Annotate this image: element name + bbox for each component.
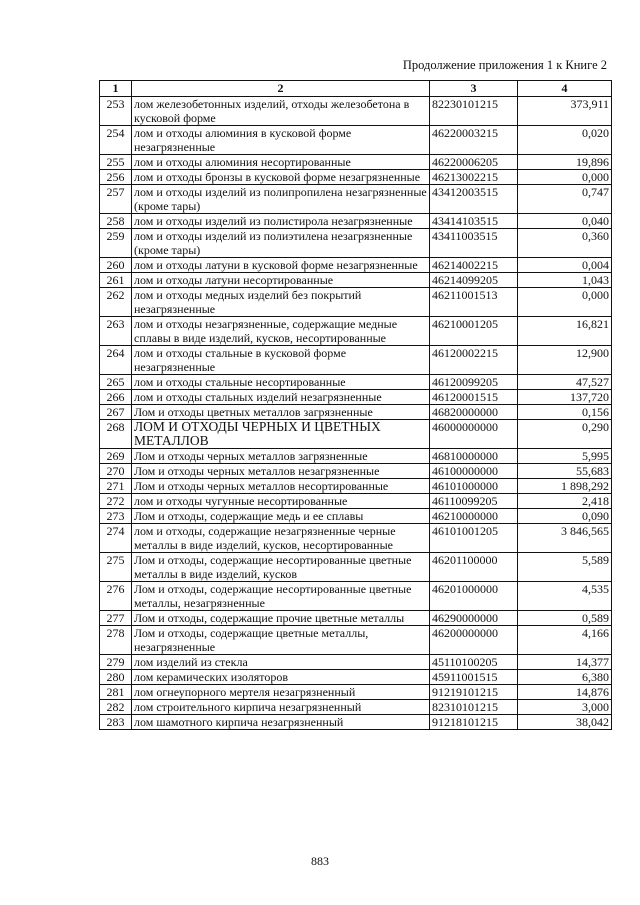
- waste-name: лом строительного кирпича незагрязненный: [132, 700, 430, 715]
- table-row: [100, 464, 612, 479]
- table-row: [100, 494, 612, 509]
- waste-code: 43412003515: [430, 185, 518, 214]
- waste-amount: 0,360: [518, 229, 612, 258]
- table-row: [100, 214, 612, 229]
- column-header-1: 1: [100, 81, 132, 97]
- waste-name: лом и отходы стальные в кусковой форме незагрязненные: [132, 346, 430, 375]
- waste-name: лом и отходы незагрязненные, содержащие медные сплавы в виде изделий, кусков, несортированные: [132, 317, 430, 346]
- page-number: 883: [311, 854, 329, 868]
- waste-name: лом и отходы чугунные несортированные: [132, 494, 430, 509]
- waste-amount: 0,090: [518, 509, 612, 524]
- waste-amount: 2,418: [518, 494, 612, 509]
- row-number: 265: [100, 375, 132, 390]
- waste-name: лом и отходы изделий из полистирола незагрязненные: [132, 214, 430, 229]
- row-number: 266: [100, 390, 132, 405]
- row-number: 260: [100, 258, 132, 273]
- row-number: 270: [100, 464, 132, 479]
- waste-code: 46220003215: [430, 126, 518, 155]
- waste-amount: 373,911: [518, 97, 612, 126]
- row-number: 254: [100, 126, 132, 155]
- waste-code: 82310101215: [430, 700, 518, 715]
- waste-code: 91218101215: [430, 715, 518, 730]
- waste-name: Лом и отходы, содержащие цветные металлы, незагрязненные: [132, 626, 430, 655]
- waste-name: лом и отходы медных изделий без покрытий незагрязненные: [132, 288, 430, 317]
- table-row: [100, 420, 612, 449]
- column-header-3: 3: [430, 81, 518, 97]
- waste-amount: 12,900: [518, 346, 612, 375]
- waste-amount: 0,040: [518, 214, 612, 229]
- waste-code: 43411003515: [430, 229, 518, 258]
- waste-name: лом изделий из стекла: [132, 655, 430, 670]
- waste-amount: 0,020: [518, 126, 612, 155]
- row-number: 257: [100, 185, 132, 214]
- waste-code: 46810000000: [430, 449, 518, 464]
- table-row: [100, 685, 612, 700]
- waste-code: 46120099205: [430, 375, 518, 390]
- waste-amount: 6,380: [518, 670, 612, 685]
- waste-amount: 5,995: [518, 449, 612, 464]
- row-number: 271: [100, 479, 132, 494]
- table-row: [100, 317, 612, 346]
- table-header-row: [100, 81, 612, 97]
- waste-code: 91219101215: [430, 685, 518, 700]
- waste-code: 46101001205: [430, 524, 518, 553]
- row-number: 281: [100, 685, 132, 700]
- table-row: [100, 405, 612, 420]
- waste-code: 46100000000: [430, 464, 518, 479]
- waste-amount: 1,043: [518, 273, 612, 288]
- waste-amount: 3,000: [518, 700, 612, 715]
- row-number: 274: [100, 524, 132, 553]
- table-row: [100, 700, 612, 715]
- table-row: [100, 449, 612, 464]
- row-number: 262: [100, 288, 132, 317]
- table-body: [100, 97, 612, 730]
- row-number: 258: [100, 214, 132, 229]
- waste-name: Лом и отходы черных металлов незагрязненные: [132, 464, 430, 479]
- row-number: 255: [100, 155, 132, 170]
- waste-amount: 0,004: [518, 258, 612, 273]
- waste-code: 46214099205: [430, 273, 518, 288]
- row-number: 268: [100, 420, 132, 449]
- row-number: 279: [100, 655, 132, 670]
- table-row: [100, 524, 612, 553]
- waste-name: лом и отходы алюминия несортированные: [132, 155, 430, 170]
- waste-code: 46200000000: [430, 626, 518, 655]
- waste-name: лом керамических изоляторов: [132, 670, 430, 685]
- table-row: [100, 553, 612, 582]
- waste-name: лом и отходы изделий из полипропилена незагрязненные (кроме тары): [132, 185, 430, 214]
- waste-name: ЛОМ И ОТХОДЫ ЧЕРНЫХ И ЦВЕТНЫХ МЕТАЛЛОВ: [132, 420, 430, 449]
- waste-name: лом и отходы латуни в кусковой форме незагрязненные: [132, 258, 430, 273]
- row-number: 280: [100, 670, 132, 685]
- waste-amount: 5,589: [518, 553, 612, 582]
- waste-code: 46220006205: [430, 155, 518, 170]
- table-row: [100, 170, 612, 185]
- waste-code: 46290000000: [430, 611, 518, 626]
- waste-amount: 4,535: [518, 582, 612, 611]
- row-number: 273: [100, 509, 132, 524]
- row-number: 276: [100, 582, 132, 611]
- table-row: [100, 185, 612, 214]
- row-number: 256: [100, 170, 132, 185]
- waste-name: Лом и отходы, содержащие медь и ее сплавы: [132, 509, 430, 524]
- waste-amount: 19,896: [518, 155, 612, 170]
- waste-amount: 1 898,292: [518, 479, 612, 494]
- waste-amount: 4,166: [518, 626, 612, 655]
- waste-name: лом огнеупорного мертеля незагрязненный: [132, 685, 430, 700]
- waste-code: 46214002215: [430, 258, 518, 273]
- row-number: 275: [100, 553, 132, 582]
- waste-amount: 0,589: [518, 611, 612, 626]
- row-number: 282: [100, 700, 132, 715]
- column-header-2: 2: [132, 81, 430, 97]
- table-row: [100, 375, 612, 390]
- waste-code: 45110100205: [430, 655, 518, 670]
- row-number: 283: [100, 715, 132, 730]
- waste-amount: 55,683: [518, 464, 612, 479]
- waste-code: 46120001515: [430, 390, 518, 405]
- waste-amount: 3 846,565: [518, 524, 612, 553]
- waste-code: 46210000000: [430, 509, 518, 524]
- waste-code: 46211001513: [430, 288, 518, 317]
- waste-amount: 38,042: [518, 715, 612, 730]
- waste-name: лом и отходы, содержащие незагрязненные черные металлы в виде изделий, кусков, несортированные: [132, 524, 430, 553]
- row-number: 263: [100, 317, 132, 346]
- row-number: 278: [100, 626, 132, 655]
- waste-code: 46201100000: [430, 553, 518, 582]
- table-row: [100, 670, 612, 685]
- table-row: [100, 715, 612, 730]
- waste-code: 43414103515: [430, 214, 518, 229]
- table-row: [100, 229, 612, 258]
- table-row: [100, 126, 612, 155]
- waste-amount: 16,821: [518, 317, 612, 346]
- table-row: [100, 288, 612, 317]
- waste-name: Лом и отходы, содержащие несортированные цветные металлы, незагрязненные: [132, 582, 430, 611]
- waste-code: 46101000000: [430, 479, 518, 494]
- waste-name: лом шамотного кирпича незагрязненный: [132, 715, 430, 730]
- column-header-4: 4: [518, 81, 612, 97]
- waste-amount: 14,377: [518, 655, 612, 670]
- waste-name: лом и отходы стальные несортированные: [132, 375, 430, 390]
- row-number: 267: [100, 405, 132, 420]
- waste-code: 46000000000: [430, 420, 518, 449]
- waste-amount: 137,720: [518, 390, 612, 405]
- waste-amount: 14,876: [518, 685, 612, 700]
- row-number: 264: [100, 346, 132, 375]
- table-row: [100, 258, 612, 273]
- table-row: [100, 582, 612, 611]
- row-number: 277: [100, 611, 132, 626]
- waste-name: Лом и отходы, содержащие несортированные цветные металлы в виде изделий, кусков: [132, 553, 430, 582]
- waste-name: Лом и отходы, содержащие прочие цветные металлы: [132, 611, 430, 626]
- waste-name: лом и отходы стальных изделий незагрязненные: [132, 390, 430, 405]
- waste-name: Лом и отходы цветных металлов загрязненные: [132, 405, 430, 420]
- waste-name: лом и отходы бронзы в кусковой форме незагрязненные: [132, 170, 430, 185]
- waste-name: Лом и отходы черных металлов загрязненные: [132, 449, 430, 464]
- waste-name: лом и отходы алюминия в кусковой форме незагрязненные: [132, 126, 430, 155]
- table-row: [100, 390, 612, 405]
- table-row: [100, 626, 612, 655]
- table-row: [100, 479, 612, 494]
- table-row: [100, 273, 612, 288]
- waste-code: 46820000000: [430, 405, 518, 420]
- waste-name: лом и отходы изделий из полиэтилена незагрязненные (кроме тары): [132, 229, 430, 258]
- waste-amount: 0,000: [518, 170, 612, 185]
- waste-name: лом железобетонных изделий, отходы железобетона в кусковой форме: [132, 97, 430, 126]
- waste-amount: 0,290: [518, 420, 612, 449]
- waste-code: 82230101215: [430, 97, 518, 126]
- waste-code: 46120002215: [430, 346, 518, 375]
- table-row: [100, 346, 612, 375]
- waste-amount: 47,527: [518, 375, 612, 390]
- row-number: 259: [100, 229, 132, 258]
- waste-code: 46210001205: [430, 317, 518, 346]
- waste-amount: 0,156: [518, 405, 612, 420]
- table-row: [100, 655, 612, 670]
- waste-table: [99, 80, 612, 730]
- waste-name: лом и отходы латуни несортированные: [132, 273, 430, 288]
- waste-code: 46110099205: [430, 494, 518, 509]
- waste-code: 45911001515: [430, 670, 518, 685]
- table-row: [100, 97, 612, 126]
- waste-amount: 0,747: [518, 185, 612, 214]
- continuation-caption: Продолжение приложения 1 к Книге 2: [402, 58, 607, 72]
- row-number: 269: [100, 449, 132, 464]
- waste-code: 46213002215: [430, 170, 518, 185]
- waste-code: 46201000000: [430, 582, 518, 611]
- table-row: [100, 611, 612, 626]
- waste-amount: 0,000: [518, 288, 612, 317]
- row-number: 261: [100, 273, 132, 288]
- row-number: 272: [100, 494, 132, 509]
- table-row: [100, 509, 612, 524]
- table-row: [100, 155, 612, 170]
- row-number: 253: [100, 97, 132, 126]
- waste-name: Лом и отходы черных металлов несортированные: [132, 479, 430, 494]
